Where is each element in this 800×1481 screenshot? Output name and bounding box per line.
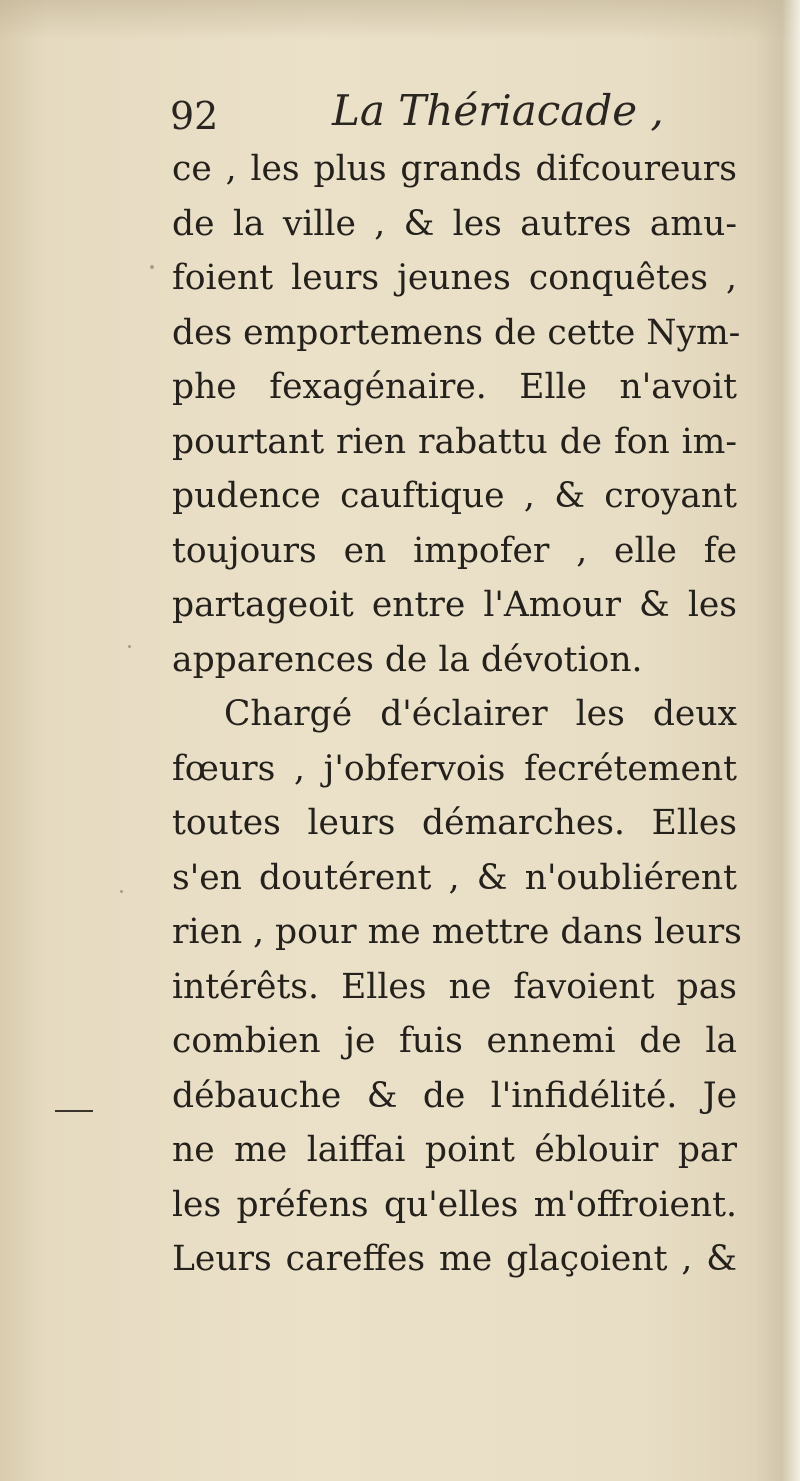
page-binding-edge: [755, 0, 800, 1481]
text-line: les préfens qu'elles m'offroient.: [172, 1184, 737, 1225]
text-line: rien , pour me mettre dans leurs: [172, 912, 742, 952]
text-line: combien je fuis ennemi de la: [172, 1021, 737, 1061]
paper-speck: [128, 645, 131, 648]
paragraph-start-line: Chargé d'éclairer les deux: [224, 694, 737, 734]
text-line: partageoit entre l'Amour & les: [172, 585, 737, 625]
body-text: [172, 142, 742, 1287]
text-line: ne me laiffai point éblouir par: [172, 1130, 737, 1170]
text-line: Leurs careffes me glaçoient , &: [172, 1239, 737, 1279]
text-line: fœurs , j'obfervois fecrétement: [172, 748, 737, 789]
text-line: toutes leurs démarches. Elles: [172, 803, 737, 843]
text-line: pourtant rien rabattu de fon im-: [172, 421, 737, 462]
paper-speck: [120, 890, 123, 893]
running-title: La Thériacade ,: [332, 86, 664, 135]
paragraph-end-line: apparences de la dévotion.: [172, 639, 643, 680]
text-line: ce , les plus grands difcoureurs: [172, 149, 737, 189]
text-line: de la ville , & les autres amu-: [172, 203, 737, 244]
page-number: 92: [170, 94, 219, 138]
text-line: pudence cauftique , & croyant: [172, 476, 737, 516]
text-line: intérêts. Elles ne favoient pas: [172, 966, 737, 1007]
paper-speck: [150, 265, 154, 269]
page-top-shadow: [0, 0, 800, 40]
text-line: toujours en impofer , elle fe: [172, 530, 737, 571]
margin-dash-mark: [55, 1110, 93, 1112]
text-line: phe fexagénaire. Elle n'avoit: [172, 367, 737, 407]
text-line: des emportemens de cette Nym-: [172, 312, 741, 353]
text-line: foient leurs jeunes conquêtes ,: [172, 258, 737, 298]
text-line: débauche & de l'infidélité. Je: [172, 1075, 737, 1116]
page-header: [170, 86, 750, 146]
text-line: s'en doutérent , & n'oubliérent: [172, 857, 737, 898]
